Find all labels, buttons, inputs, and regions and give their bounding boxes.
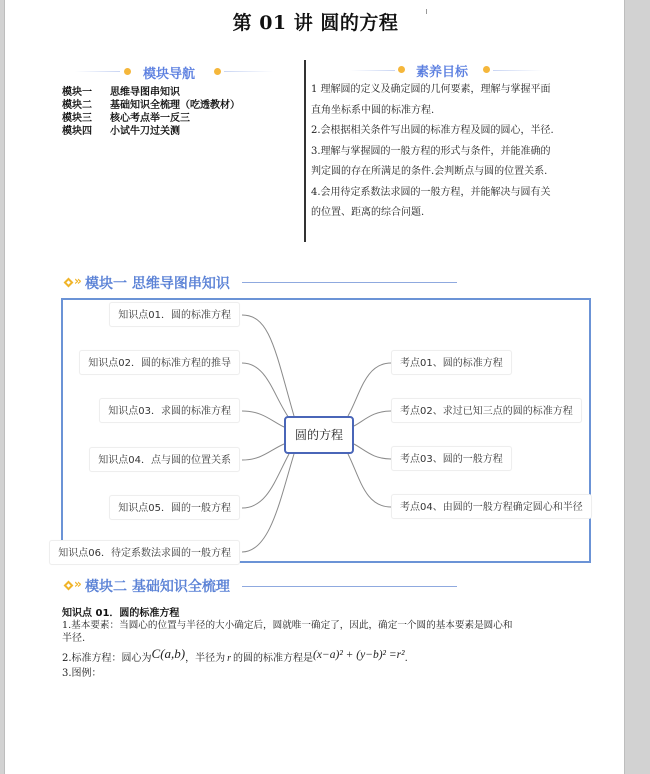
mindmap-node-left-4[interactable]: 知识点04．点与圆的位置关系 — [89, 447, 240, 472]
nav-heading: 模块导航 — [143, 67, 196, 82]
goals-heading: 素养目标 — [416, 65, 469, 80]
nav-item-text: 核心考点举一反三 — [110, 113, 190, 124]
nav-item-label: 模块三 — [62, 113, 92, 124]
module1-title: 模块一 思维导图串知识 — [85, 276, 230, 292]
mindmap-node-left-6[interactable]: 知识点06．待定系数法求圆的一般方程 — [49, 540, 240, 565]
connector-left-2 — [242, 363, 289, 418]
chevron-right-icon: » — [74, 274, 82, 288]
p2-prefix: 2.标准方程：圆心为 — [62, 653, 152, 664]
center-formula: C(a,b) — [151, 646, 186, 661]
mindmap-node-right-1[interactable]: 考点01、圆的标准方程 — [391, 350, 512, 375]
mindmap-node-left-1[interactable]: 知识点01．圆的标准方程 — [109, 302, 240, 327]
goal-line: 直角坐标系中圆的标准方程. — [311, 104, 435, 116]
connector-left-1 — [242, 315, 294, 416]
goal-line: 的位置、距离的综合问题. — [311, 207, 425, 218]
chevron-right-icon: » — [74, 577, 82, 591]
nav-item-text: 基础知识全梳理（吃透教材） — [110, 100, 240, 111]
goal-line: 4.会用待定系数法求圆的一般方程，并能解决与圆有关 — [311, 186, 551, 198]
connector-left-3 — [242, 411, 284, 427]
nav-item-text: 思维导图串知识 — [110, 87, 180, 98]
module2-title-rule — [242, 586, 457, 587]
connector-right-2 — [354, 411, 391, 426]
paragraph-1-line-2: 半径. — [62, 633, 86, 644]
paragraph-1 — [62, 619, 582, 645]
document-page — [4, 0, 625, 774]
mindmap-node-right-3[interactable]: 考点03、圆的一般方程 — [391, 446, 512, 471]
paragraph-3: 3.图例： — [62, 668, 102, 679]
mindmap-center-node[interactable]: 圆的方程 — [284, 416, 354, 454]
p2-mid2: 的圆的标准方程是 — [233, 653, 314, 664]
nav-item-text: 小试牛刀过关测 — [110, 126, 180, 137]
module2-title: 模块二 基础知识全梳理 — [85, 579, 230, 595]
connector-left-4 — [242, 444, 284, 460]
goal-line: 1 理解圆的定义及确定圆的几何要素，理解与掌握平面 — [311, 84, 551, 95]
p2-end: . — [404, 653, 408, 664]
page-title: 第 01 讲 圆的方程 — [232, 12, 399, 34]
connector-left-5 — [242, 454, 289, 508]
p2-mid: ，半径为 — [185, 653, 226, 664]
goal-line: 判定圆的存在所满足的条件.会判断点与圆的位置关系. — [311, 166, 548, 177]
connector-right-3 — [354, 444, 391, 459]
radius-symbol: r — [227, 653, 232, 664]
knowledge-point-title: 知识点 01．圆的标准方程 — [62, 608, 180, 619]
mindmap-node-left-5[interactable]: 知识点05．圆的一般方程 — [109, 495, 240, 520]
standard-equation: (x−a)² + (y−b)² =r² — [313, 649, 405, 661]
mindmap-node-right-4[interactable]: 考点04、由圆的一般方程确定圆心和半径 — [391, 494, 592, 519]
connector-right-4 — [348, 454, 391, 507]
nav-item-label: 模块一 — [62, 87, 92, 98]
mindmap-node-left-3[interactable]: 知识点03．求圆的标准方程 — [99, 398, 240, 423]
goal-line: 3.理解与掌握圆的一般方程的形式与条件，并能准确的 — [311, 145, 551, 157]
goal-line: 2.会根据相关条件写出圆的标准方程及圆的圆心，半径. — [311, 125, 554, 136]
paragraph-2 — [62, 646, 408, 665]
connector-right-1 — [348, 363, 391, 416]
connector-left-6 — [242, 454, 294, 552]
mindmap-node-right-2[interactable]: 考点02、求过已知三点的圆的标准方程 — [391, 398, 582, 423]
mindmap-node-left-2[interactable]: 知识点02．圆的标准方程的推导 — [79, 350, 240, 375]
nav-item-label: 模块四 — [62, 126, 92, 137]
nav-item-label: 模块二 — [62, 100, 92, 111]
paragraph-1-line-1: 1.基本要素：当圆心的位置与半径的大小确定后，圆就唯一确定了，因此，确定一个圆的基本要素是圆心和 — [62, 620, 513, 631]
